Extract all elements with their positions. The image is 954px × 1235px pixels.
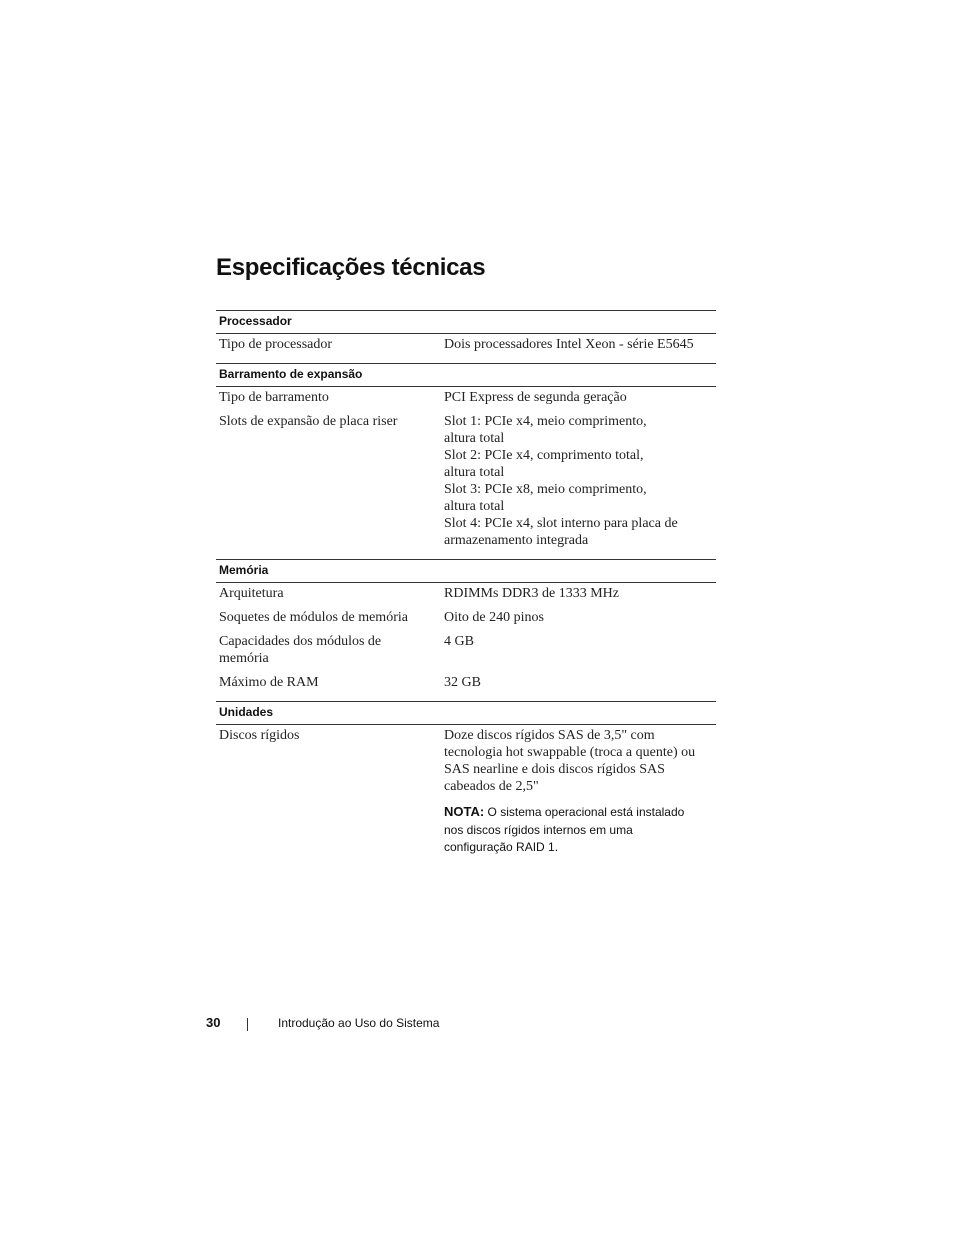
spec-value-line: armazenamento integrada [444,533,589,548]
spec-value [444,727,716,857]
spec-value-line: tecnologia hot swappable (troca a quente) ou [444,745,696,760]
spec-label [216,389,444,406]
spec-value-line: altura total [444,465,505,480]
spec-label [216,585,444,602]
spec-value-line: Dois processadores Intel Xeon - série E5645 [444,337,694,352]
footer-divider [247,1018,248,1031]
spec-label-line: Capacidades dos módulos de [219,634,382,649]
spec-label [216,609,444,626]
note-label: NOTA: [444,804,485,819]
spec-label-line: Soquetes de módulos de memória [219,610,408,625]
spec-row [216,585,716,602]
spec-label [216,727,444,857]
spec-label-line: Discos rígidos [219,728,300,743]
spec-value-line: 32 GB [444,675,481,690]
spec-label-line: Slots de expansão de placa riser [219,414,398,429]
spec-label-line: Tipo de barramento [219,390,329,405]
spec-value-line: RDIMMs DDR3 de 1333 MHz [444,586,619,601]
spec-value [444,389,716,406]
spec-value-line: altura total [444,431,505,446]
spec-value-line: Doze discos rígidos SAS de 3,5" com [444,728,655,743]
spec-row [216,609,716,626]
spec-value-line: Slot 4: PCIe x4, slot interno para placa de [444,516,678,531]
spec-value-line: Slot 3: PCIe x8, meio comprimento, [444,482,647,497]
spec-section [216,701,716,857]
spec-row [216,389,716,406]
spec-row [216,727,716,857]
spec-value [444,336,716,353]
spec-row [216,336,716,353]
note-line: O sistema operacional está instalado [484,805,685,819]
spec-table [216,310,716,857]
spec-row [216,674,716,691]
section-header: Unidades [216,701,716,725]
spec-value-line: PCI Express de segunda geração [444,390,627,405]
section-body [216,583,716,701]
spec-value [444,413,716,549]
section-body [216,725,716,857]
spec-value-line: Slot 1: PCIe x4, meio comprimento, [444,414,647,429]
spec-label-line: Tipo de processador [219,337,333,352]
note-line: nos discos rígidos internos em uma [444,822,633,837]
section-header: Memória [216,559,716,583]
spec-label [216,336,444,353]
section-body [216,387,716,559]
section-header: Barramento de expansão [216,363,716,387]
spec-label [216,633,444,667]
spec-value-line: altura total [444,499,505,514]
spec-value-line: 4 GB [444,634,474,649]
spec-value-line: Slot 2: PCIe x4, comprimento total, [444,448,644,463]
spec-value-line: Oito de 240 pinos [444,610,544,625]
spec-value [444,585,716,602]
spec-section [216,363,716,559]
spec-label-line: Máximo de RAM [219,675,319,690]
spec-section [216,310,716,363]
page-title: Especificações técnicas [216,254,486,281]
spec-value [444,674,716,691]
spec-label-line: memória [219,651,269,666]
note-line: configuração RAID 1. [444,840,559,854]
spec-value [444,609,716,626]
spec-label-line: Arquitetura [219,586,284,601]
section-header: Processador [216,310,716,334]
spec-value [444,633,716,667]
spec-value-line: cabeados de 2,5" [444,779,539,794]
spec-row [216,413,716,549]
spec-row [216,633,716,667]
section-body [216,334,716,363]
note-block [444,803,716,857]
spec-label [216,674,444,691]
spec-section [216,559,716,701]
spec-value-line: SAS nearline e dois discos rígidos SAS [444,762,665,777]
footer-title: Introdução ao Uso do Sistema [278,1016,440,1030]
footer-page-number: 30 [206,1015,221,1030]
spec-label [216,413,444,549]
